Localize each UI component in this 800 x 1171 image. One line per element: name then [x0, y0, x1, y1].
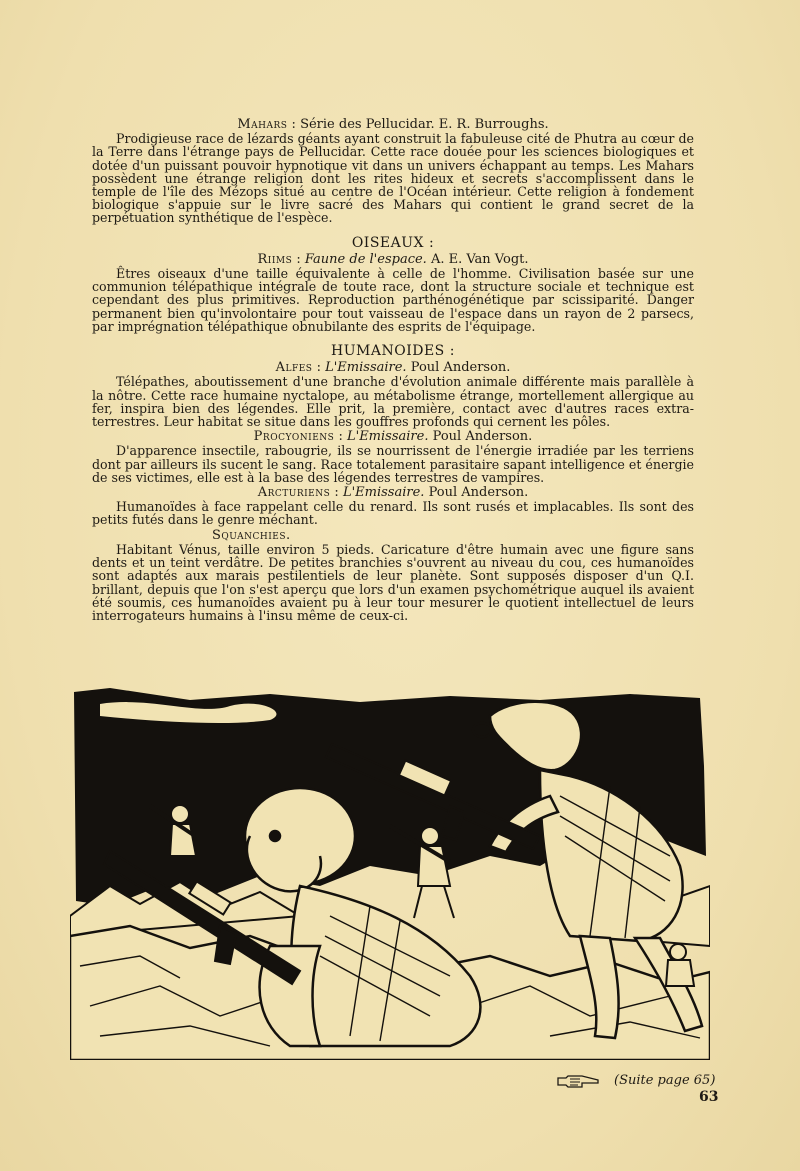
- entry-name: Procyoniens: [253, 429, 335, 445]
- entry-name: Squanchies.: [212, 527, 291, 543]
- page-number: 63: [699, 1089, 719, 1105]
- alien-soldiers-illustration: [70, 686, 710, 1060]
- entry-head-arcturiens: Arcturiens : L'Emissaire. Poul Anderson.: [257, 485, 529, 501]
- entry-author: Poul Anderson.: [432, 429, 533, 445]
- entry-source: Série des Pellucidar. E. R. Burroughs.: [300, 117, 549, 132]
- entry-head-squanchies: [92, 529, 694, 542]
- entry-name: Riims: [257, 251, 293, 267]
- entry-text-alfes: Télépathes, aboutissement d'une branche d'évolution animale différente mais parallèle à la nôtre. Cette race humaine nyctalope, au métabolisme étrange, mortellement allergique au fer, inspira bien des légendes. Elle prit, la première, contact avec d'autres races extra-terrestres. Leur habitat se situe dans les gouffres profonds qui cernent les pôles.: [92, 374, 694, 430]
- entry-head-alfes: Alfes : L'Emissaire. Poul Anderson.: [275, 360, 511, 376]
- continued-note: (Suite page 65): [614, 1073, 716, 1088]
- entry-work: L'Emissaire.: [342, 485, 425, 501]
- entry-author: Poul Anderson.: [428, 485, 529, 501]
- entry-author: Poul Anderson.: [410, 360, 511, 376]
- entry-text-arcturiens: Humanoïdes à face rappelant celle du renard. Ils sont rusés et implacables. Ils sont des petits futés dans le genre méchant.: [92, 499, 694, 528]
- section-title-oiseaux: OISEAUX :: [351, 234, 435, 251]
- entry-name: Alfes: [275, 360, 313, 376]
- entry-work: L'Emissaire.: [346, 429, 429, 445]
- section-title-humanoides: HUMANOIDES :: [331, 343, 455, 360]
- entry-name: Arcturiens: [257, 485, 331, 501]
- entry-work: L'Emissaire.: [325, 360, 407, 376]
- entry-head-mahars: Mahars : Série des Pellucidar. E. R. Burroughs.: [237, 117, 549, 132]
- entry-text-riims: Êtres oiseaux d'une taille équivalente à celle de l'homme. Civilisation basée sur une communion télépathique intégrale de toute race, dont la structure sociale et technique est cependant des plus primitives. Reproduction parthénogénétique par scissiparité. Danger permanent bien qu'involontaire pour tout vaisseau de l'espace dans un rayon de 2 parsecs, par imprégnation télépathique obnubilante des esprits de l'équipage.: [92, 266, 694, 334]
- entry-name: Mahars: [237, 117, 288, 132]
- entry-text-squanchies: Habitant Vénus, taille environ 5 pieds. Caricature d'être humain avec une figure sans dents et un teint verdâtre. De petites branchies s'ouvrent au niveau du cou, ces humanoïdes sont adaptés aux marais pestilentiels de leur planète. Sont supposés disposer d'un Q.I. brillant, depuis que l'on s'est aperçu que lors d'un examen psychométrique auquel ils avaient été soumis, ces humanoïdes avaient pu à leur tour mesurer le quotient intellectuel de leurs interrogateurs humains à l'insu même de ceux-ci.: [92, 541, 694, 623]
- entry-head-riims: Riims : Faune de l'espace. A. E. Van Vogt.: [257, 251, 529, 267]
- page-footer: [556, 1073, 726, 1113]
- entry-text-procyoniens: D'apparence insectile, rabougrie, ils se nourrissent de l'énergie irradiée par les terriens dont par ailleurs ils sucent le sang. Race totalement parasitaire sapant intelligence et énergie de ses victimes, elle est à la base des légendes terrestres de vampires.: [92, 443, 694, 485]
- entry-work: Faune de l'espace.: [304, 251, 427, 267]
- small-creature-right: [666, 944, 694, 986]
- entry-head-procyoniens: Procyoniens : L'Emissaire. Poul Anderson.: [253, 429, 533, 445]
- entry-text-mahars: Prodigieuse race de lézards géants ayant construit la fabuleuse cité de Phutra au cœur de la Terre dans l'étrange pays de Pellucidar. Cette race douée pour les sciences biologiques et dotée d'un puissant pouvoir hypnotique vit dans un univers échappant au temps. Les Mahars possèdent une étrange religion dont les rites hideux et secrets s'accomplissent dans le temple de l'île des Mézops situé au centre de l'Océan intérieur. Cette religion à fondement biologique s'appuie sur le livre sacré des Mahars qui contient le grand secret de la perpétuation synthétique de l'espèce.: [92, 131, 694, 226]
- entry-author: A. E. Van Vogt.: [430, 251, 529, 267]
- article-text: [92, 116, 694, 622]
- pointing-hand-icon: [556, 1075, 600, 1089]
